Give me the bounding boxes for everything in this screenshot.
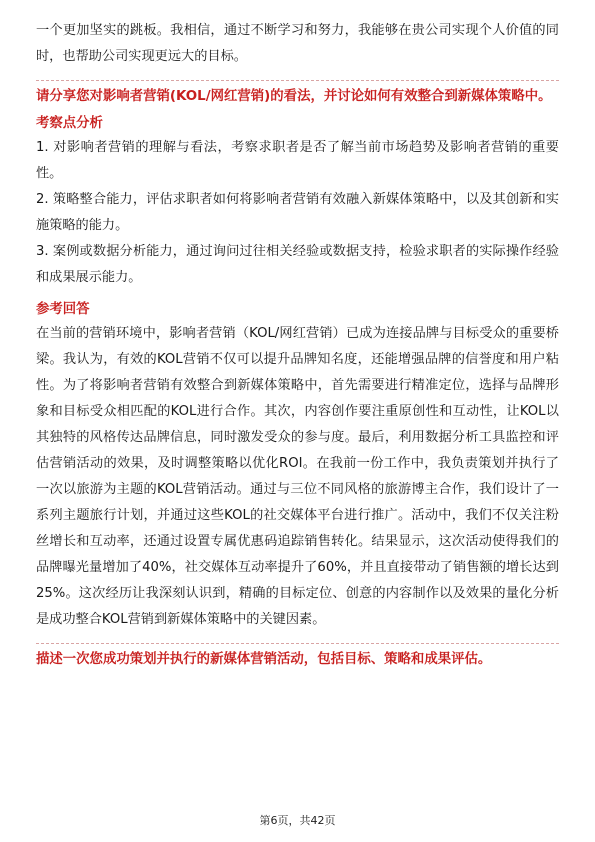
spacer — [36, 291, 559, 297]
section-divider — [36, 643, 559, 644]
analysis-heading: 考察点分析 — [36, 116, 103, 131]
section-divider — [36, 80, 559, 81]
analysis-point: 1. 对影响者营销的理解与看法，考察求职者是否了解当前市场趋势及影响者营销的重要性。 — [36, 140, 559, 181]
analysis-point: 3. 案例或数据分析能力，通过询问过往相关经验或数据支持，检验求职者的实际操作经验和成果展示能力。 — [36, 244, 559, 285]
interview-question-heading: 请分享您对影响者营销(KOL/网红营销)的看法，并讨论如何有效整合到新媒体策略中。 — [36, 89, 552, 104]
intro-paragraph: 一个更加坚实的跳板。我相信，通过不断学习和努力，我能够在贵公司实现个人价值的同时，也帮助公司实现更远大的目标。 — [36, 23, 559, 64]
analysis-point: 2. 策略整合能力，评估求职者如何将影响者营销有效融入新媒体策略中，以及其创新和实施策略的能力。 — [36, 192, 559, 233]
answer-paragraph: 在当前的营销环境中，影响者营销（KOL/网红营销）已成为连接品牌与目标受众的重要桥梁。我认为，有效的KOL营销不仅可以提升品牌知名度，还能增强品牌的信誉度和用户粘性。为了将影响者营销有效整合到新媒体策略中，首先需要进行精准定位，选择与品牌形象和目标受众相匹配的KOL进行合作。其次，内容创作要注重原创性和互动性，让KOL以其独特的风格传达品牌信息，同时激发受众的参与度。最后，利用数据分析工具监控和评估营销活动的效果，及时调整策略以优化ROI。在我前一份工作中，我负责策划并执行了一次以旅游为主题的KOL营销活动。通过与三位不同风格的旅游博主合作，我们设计了一系列主题旅行计划，并通过这些KOL的社交媒体平台进行推广。活动中，我们不仅关注粉丝增长和互动率，还通过设置专属优惠码追踪销售转化。结果显示，这次活动使得我们的品牌曝光量增加了40%，社交媒体互动率提升了60%，并且直接带动了销售额的增长达到25%。这次经历让我深刻认识到，精确的目标定位、创意的内容制作以及效果的量化分析是成功整合KOL营销到新媒体策略中的关键因素。 — [36, 326, 559, 627]
page-number-footer: 第6页，共42页 — [259, 814, 336, 827]
next-question-heading: 描述一次您成功策划并执行的新媒体营销活动，包括目标、策略和成果评估。 — [36, 652, 492, 667]
document-page — [36, 18, 559, 676]
answer-heading: 参考回答 — [36, 302, 90, 317]
